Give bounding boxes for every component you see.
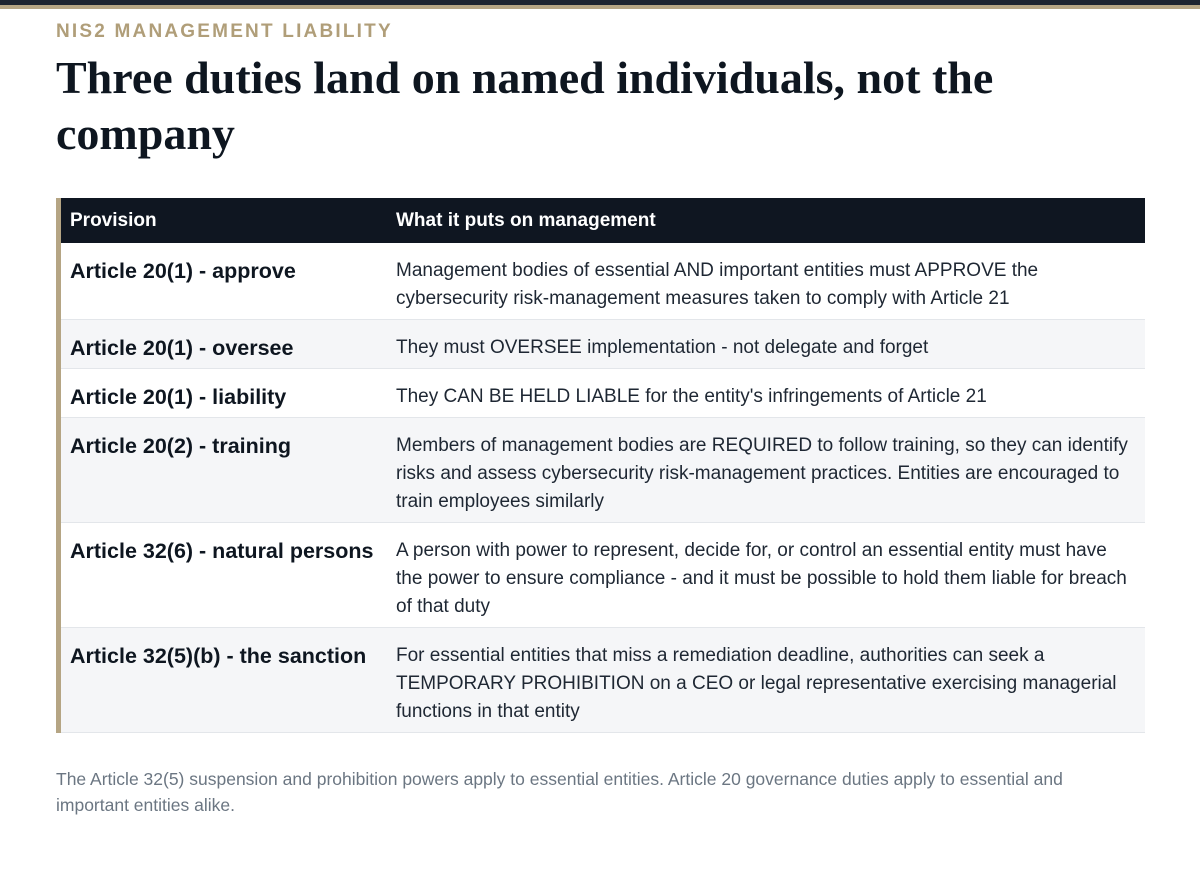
description-cell: They CAN BE HELD LIABLE for the entity's infringements of Article 21 <box>387 369 1145 418</box>
description-cell: Management bodies of essential AND important entities must APPROVE the cybersecurity risk-management measures taken to comply with Article 21 <box>387 243 1145 320</box>
table-row <box>61 628 1145 733</box>
footnote: The Article 32(5) suspension and prohibition powers apply to essential entities. Article 20 governance duties apply to essential and important entities alike. <box>56 769 1063 815</box>
table-row <box>61 523 1145 628</box>
description-cell: Members of management bodies are REQUIRED to follow training, so they can identify risks and assess cybersecurity risk-management practices. Entities are encouraged to train employees similarly <box>387 418 1145 523</box>
table-row <box>61 320 1145 369</box>
provision-cell: Article 32(5)(b) - the sanction <box>61 628 387 733</box>
column-header-provision: Provision <box>61 198 387 243</box>
description-cell: A person with power to represent, decide for, or control an essential entity must have the power to ensure compliance - and it must be possible to hold them liable for breach of that duty <box>387 523 1145 628</box>
table-row <box>61 243 1145 320</box>
description-cell: They must OVERSEE implementation - not delegate and forget <box>387 320 1145 369</box>
top-accent-bar <box>0 0 1200 9</box>
description-cell: For essential entities that miss a remediation deadline, authorities can seek a TEMPORARY PROHIBITION on a CEO or legal representative exercising managerial functions in that entity <box>387 628 1145 733</box>
table-header-row <box>61 198 1145 243</box>
table-row <box>61 418 1145 523</box>
provisions-table <box>61 198 1145 733</box>
provision-cell: Article 20(1) - oversee <box>61 320 387 369</box>
provision-cell: Article 20(1) - approve <box>61 243 387 320</box>
page-title: Three duties land on named individuals, not the company <box>56 52 994 159</box>
provision-cell: Article 20(1) - liability <box>61 369 387 418</box>
provision-cell: Article 20(2) - training <box>61 418 387 523</box>
provision-cell: Article 32(6) - natural persons <box>61 523 387 628</box>
provisions-table-container <box>56 198 1145 733</box>
table-row <box>61 369 1145 418</box>
section-eyebrow: NIS2 MANAGEMENT LIABILITY <box>56 21 393 42</box>
column-header-description: What it puts on management <box>387 198 1145 243</box>
